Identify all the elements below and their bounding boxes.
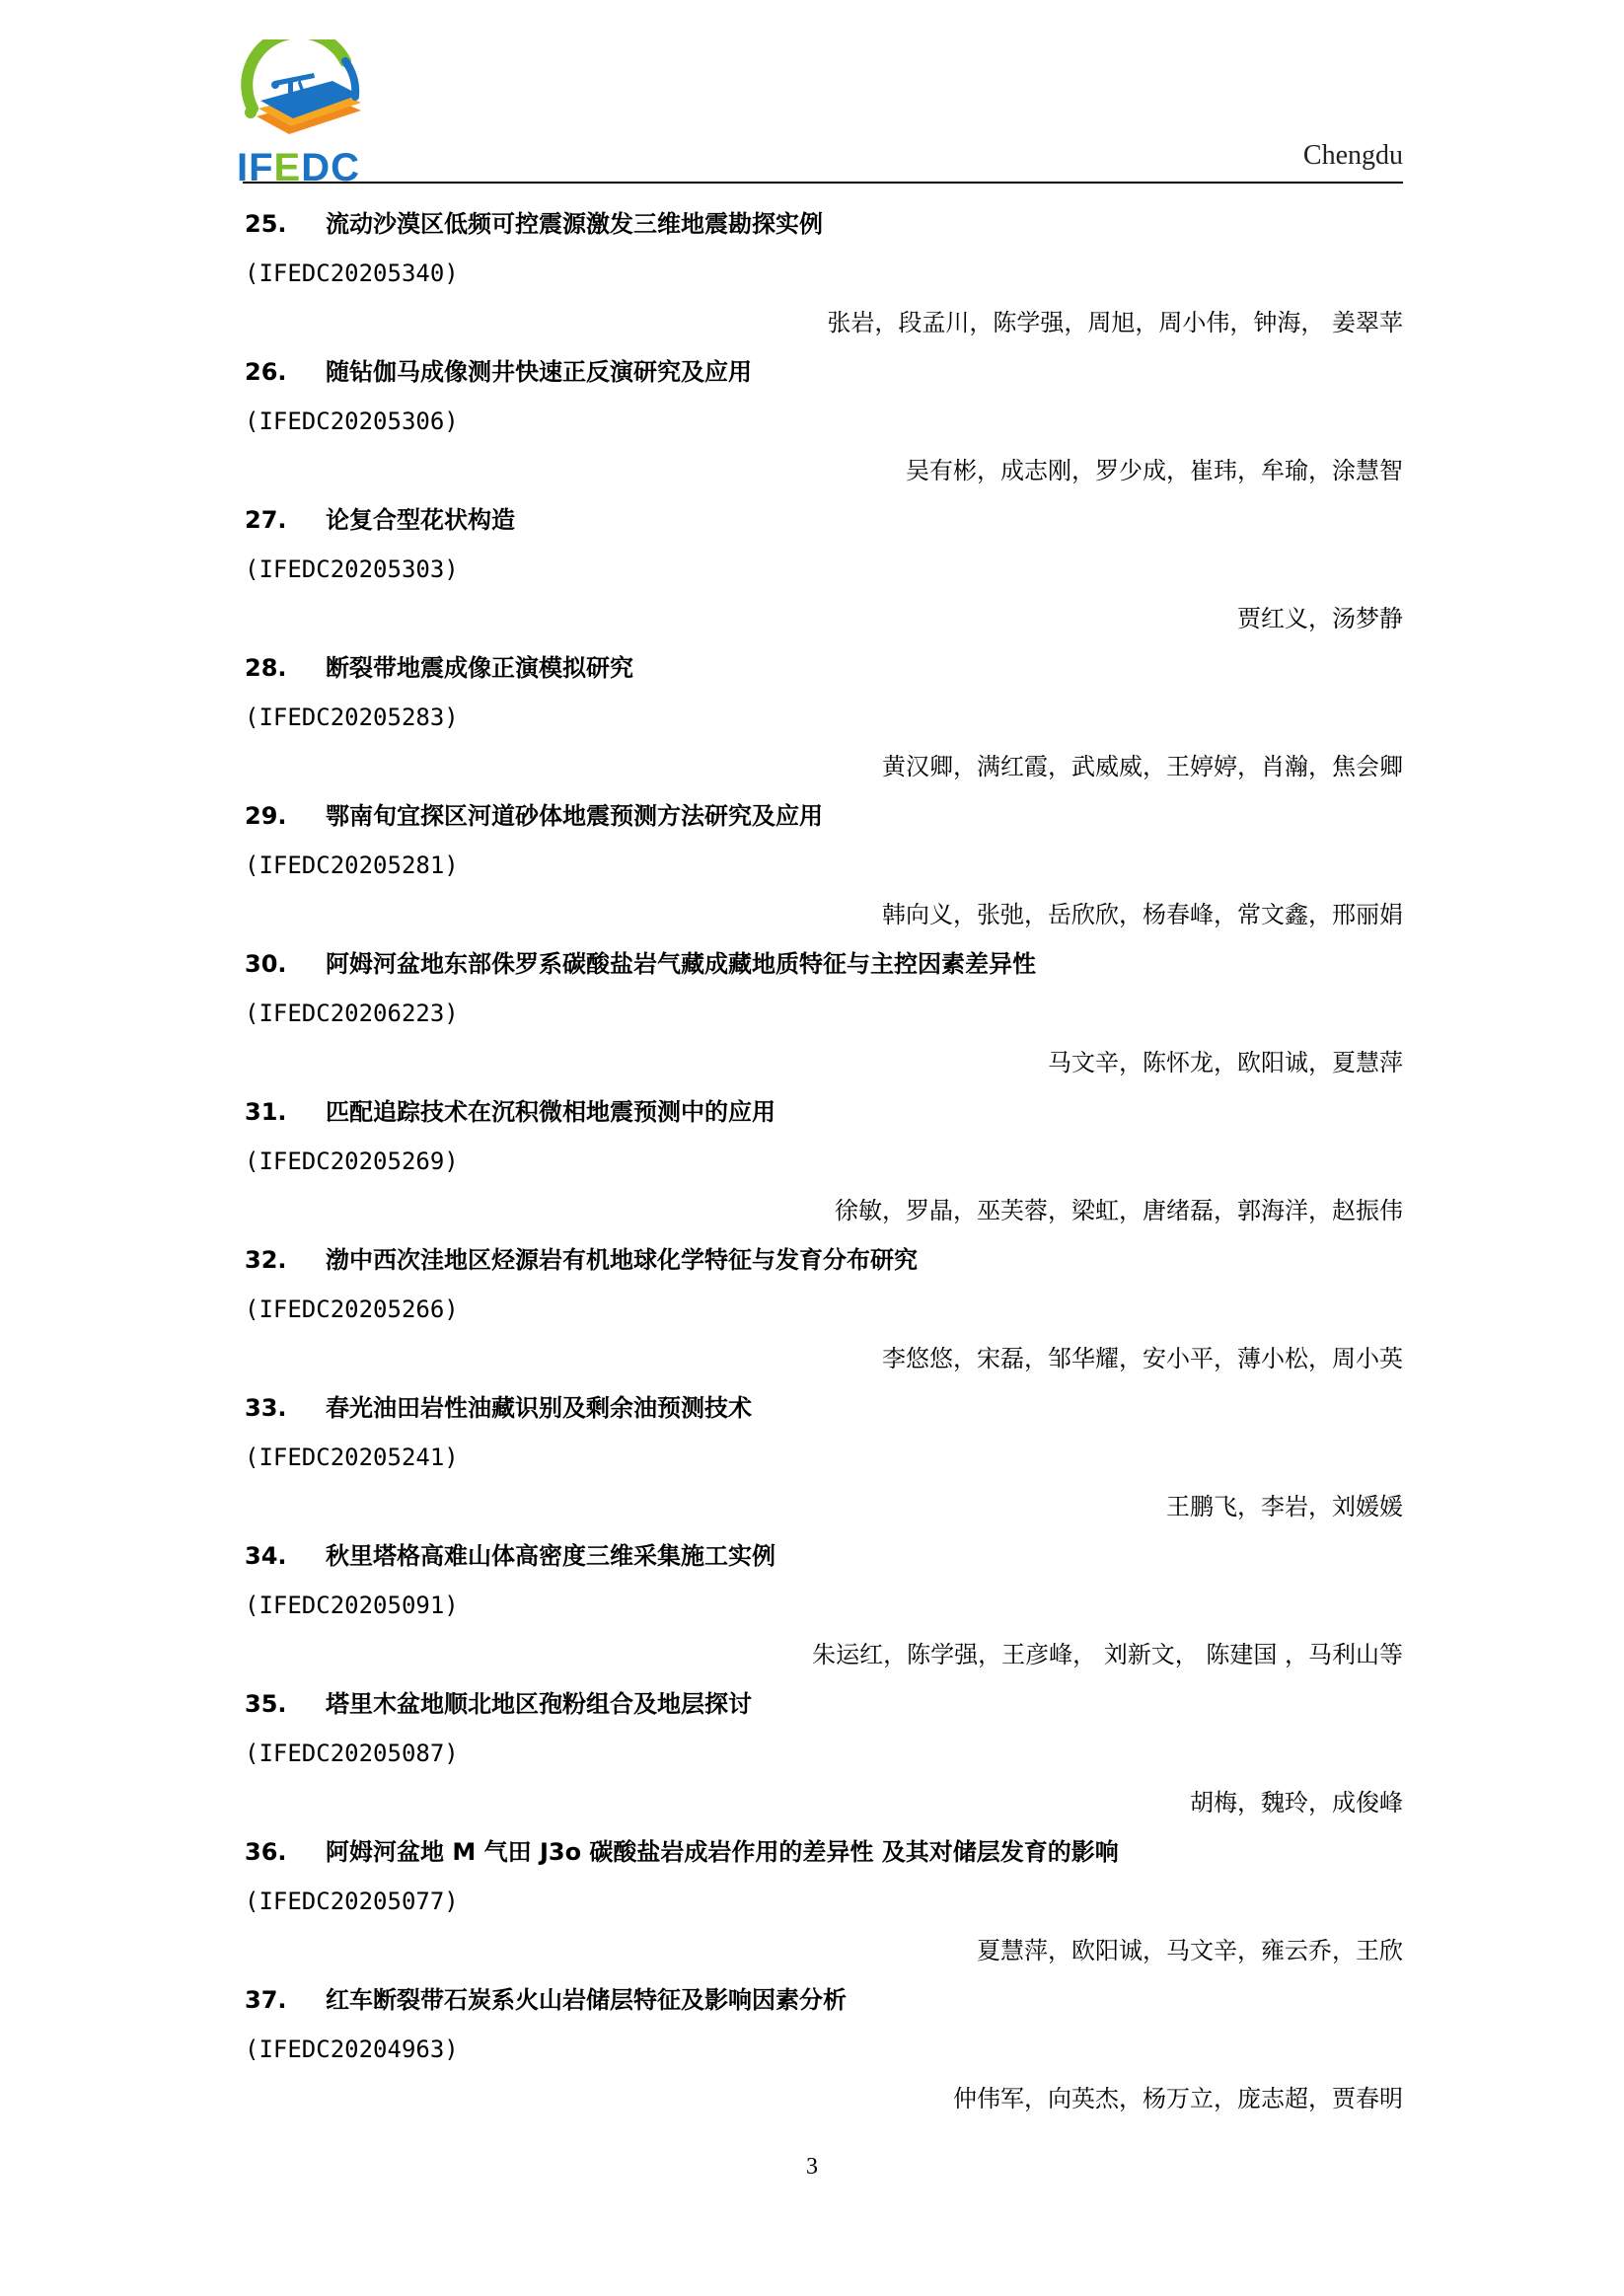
list-item — [245, 1679, 1403, 1827]
paper-title — [245, 939, 1036, 989]
list-item — [245, 199, 1403, 347]
paper-number: 35. — [245, 1690, 287, 1718]
paper-code: (IFEDC20205303) — [245, 555, 459, 583]
paper-code: (IFEDC20205269) — [245, 1148, 459, 1175]
paper-title — [245, 347, 752, 397]
paper-code: (IFEDC20204963) — [245, 2036, 459, 2063]
list-item — [245, 1087, 1403, 1235]
paper-authors: 王鹏飞，李岩，刘媛媛 — [1166, 1493, 1403, 1520]
paper-number: 27. — [245, 506, 287, 534]
ifedc-logo — [235, 39, 383, 187]
header-location: Chengdu — [1302, 140, 1403, 171]
list-item — [245, 643, 1403, 791]
paper-code: (IFEDC20205077) — [245, 1888, 459, 1915]
paper-title — [245, 1975, 847, 2025]
paper-code: (IFEDC20205281) — [245, 852, 459, 879]
paper-authors: 夏慧萍，欧阳诚，马文辛，雍云乔，王欣 — [977, 1937, 1403, 1964]
list-item — [245, 939, 1403, 1087]
paper-title — [245, 1235, 918, 1285]
paper-title — [245, 495, 515, 545]
paper-title-text: 匹配追踪技术在沉积微相地震预测中的应用 — [326, 1098, 775, 1126]
paper-title-text: 断裂带地震成像正演模拟研究 — [326, 654, 633, 682]
paper-title — [245, 1087, 775, 1137]
paper-number: 30. — [245, 950, 287, 978]
header-divider — [243, 182, 1403, 184]
paper-title-text: 随钻伽马成像测井快速正反演研究及应用 — [326, 358, 752, 386]
list-item — [245, 1975, 1403, 2123]
paper-title — [245, 199, 823, 249]
paper-title — [245, 1827, 1119, 1877]
paper-authors: 徐敏，罗晶，巫芙蓉，梁虹，唐绪磊，郭海洋，赵振伟 — [835, 1197, 1403, 1224]
paper-number: 31. — [245, 1098, 287, 1126]
paper-authors: 仲伟军，向英杰，杨万立，庞志超，贾春明 — [953, 2085, 1403, 2112]
paper-title — [245, 1383, 752, 1433]
list-item — [245, 495, 1403, 643]
paper-title — [245, 1679, 752, 1729]
paper-title-text: 流动沙漠区低频可控震源激发三维地震勘探实例 — [326, 210, 823, 238]
paper-title-text: 阿姆河盆地 M 气田 J3o 碳酸盐岩成岩作用的差异性 及其对储层发育的影响 — [326, 1838, 1119, 1866]
paper-title — [245, 791, 823, 841]
paper-authors: 马文辛，陈怀龙，欧阳诚，夏慧萍 — [1048, 1049, 1403, 1076]
paper-list — [245, 199, 1403, 2123]
paper-code: (IFEDC20205087) — [245, 1740, 459, 1767]
paper-authors: 黄汉卿，满红霞，武威威，王婷婷，肖瀚，焦会卿 — [882, 753, 1403, 780]
paper-title-text: 红车断裂带石炭系火山岩储层特征及影响因素分析 — [326, 1986, 847, 2014]
paper-title-text: 论复合型花状构造 — [326, 506, 515, 534]
paper-code: (IFEDC20206223) — [245, 1000, 459, 1027]
list-item — [245, 1383, 1403, 1531]
paper-number: 25. — [245, 210, 287, 238]
paper-authors: 韩向义，张弛，岳欣欣，杨春峰，常文鑫，邢丽娟 — [882, 901, 1403, 928]
paper-code: (IFEDC20205283) — [245, 704, 459, 731]
list-item — [245, 791, 1403, 939]
logo-text: IFEDC — [237, 146, 361, 189]
paper-title-text: 塔里木盆地顺北地区孢粉组合及地层探讨 — [326, 1690, 752, 1718]
paper-title-text: 春光油田岩性油藏识别及剩余油预测技术 — [326, 1394, 752, 1422]
paper-code: (IFEDC20205306) — [245, 407, 459, 435]
logo-emblem-icon — [235, 39, 383, 148]
paper-title-text: 阿姆河盆地东部侏罗系碳酸盐岩气藏成藏地质特征与主控因素差异性 — [326, 950, 1036, 978]
paper-number: 36. — [245, 1838, 287, 1866]
paper-title — [245, 1531, 775, 1581]
paper-code: (IFEDC20205266) — [245, 1296, 459, 1323]
paper-code: (IFEDC20205241) — [245, 1444, 459, 1471]
paper-number: 33. — [245, 1394, 287, 1422]
list-item — [245, 347, 1403, 495]
paper-authors: 吴有彬，成志刚，罗少成，崔玮，牟瑜，涂慧智 — [906, 457, 1403, 484]
paper-title-text: 渤中西次洼地区烃源岩有机地球化学特征与发育分布研究 — [326, 1246, 918, 1274]
paper-number: 26. — [245, 358, 287, 386]
paper-title — [245, 643, 633, 693]
paper-authors: 张岩，段孟川，陈学强，周旭，周小伟，钟海， 姜翠苹 — [827, 309, 1403, 336]
paper-authors: 胡梅，魏玲，成俊峰 — [1190, 1789, 1403, 1816]
paper-number: 32. — [245, 1246, 287, 1274]
paper-authors: 贾红义，汤梦静 — [1237, 605, 1403, 632]
paper-authors: 李悠悠，宋磊，邹华耀，安小平，薄小松，周小英 — [882, 1345, 1403, 1372]
list-item — [245, 1827, 1403, 1975]
paper-title-text: 秋里塔格高难山体高密度三维采集施工实例 — [326, 1542, 775, 1570]
paper-number: 29. — [245, 802, 287, 830]
list-item — [245, 1235, 1403, 1383]
paper-authors: 朱运红，陈学强，王彦峰， 刘新文， 陈建国 ，马利山等 — [812, 1641, 1403, 1668]
paper-title-text: 鄂南旬宜探区河道砂体地震预测方法研究及应用 — [326, 802, 823, 830]
paper-number: 37. — [245, 1986, 287, 2014]
paper-code: (IFEDC20205340) — [245, 259, 459, 287]
paper-code: (IFEDC20205091) — [245, 1592, 459, 1619]
list-item — [245, 1531, 1403, 1679]
page-number: 3 — [806, 2154, 818, 2180]
paper-number: 34. — [245, 1542, 287, 1570]
paper-number: 28. — [245, 654, 287, 682]
